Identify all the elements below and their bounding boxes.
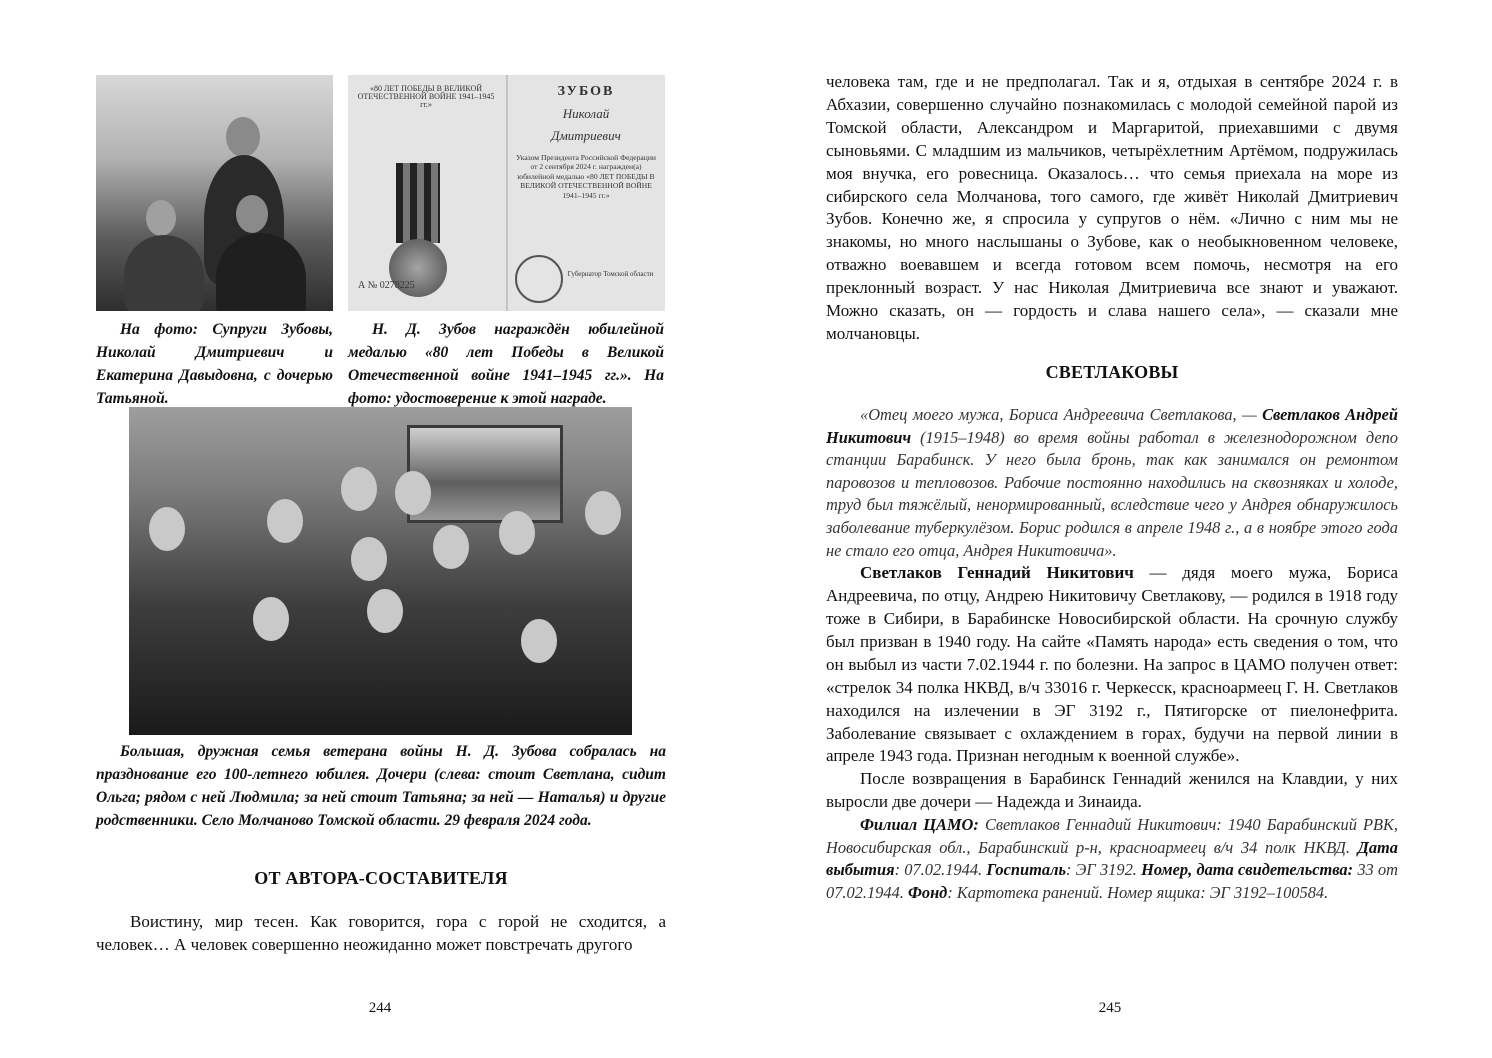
certificate-patronymic: Дмитриевич (551, 128, 621, 143)
photo-medal-certificate (348, 75, 665, 311)
quote-rest: (1915–1948) во время войны работал в железнодорожном депо станции Барабинск. У него была бронь, так как занимался он ремонтом паровозов и тепловозов. Рабочие постоянно находились на сквозняках и холоде, труд был тяжёлый, ненормированный, вследствие чего у Андрея обнаружилось заболевание туберкулёзом. Борис родился в апреле 1948 г., а в ноябре этого года не стало его отца, Андрея Никитовича». (826, 427, 1398, 560)
figure-shape (216, 233, 306, 311)
wall-painting (407, 425, 563, 523)
archive-record (826, 814, 1398, 904)
caption-photo-1: На фото: Супруги Зубовы, Николай Дмитриевич и Екатерина Давыдовна, с дочерью Татьяной. (96, 321, 333, 407)
archive-text: : 07.02.1944. (894, 860, 987, 880)
face-shape (341, 467, 377, 511)
certificate-number: А № 0278225 (358, 280, 415, 291)
certificate-name: Николай (562, 106, 610, 121)
face-shape (226, 117, 260, 157)
archive-text: : ЭГ 3192. (1065, 860, 1142, 880)
archive-label: Номер, дата свидетельства: (1141, 860, 1354, 880)
archive-text: 33 от 07.02.1944. (826, 860, 1398, 902)
archive-label: Дата выбытия (826, 837, 1398, 880)
face-shape (149, 507, 185, 551)
face-shape (267, 499, 303, 543)
certificate-fold (506, 75, 508, 311)
face-shape (499, 511, 535, 555)
quote-paragraph (826, 404, 1398, 562)
family-paragraph: После возвращения в Барабинск Геннадий женился на Клавдии, у них выросли две дочери — Надежда и Зинаида. (826, 769, 1398, 812)
face-shape (433, 525, 469, 569)
gennady-name: Светлаков Геннадий Никитович (860, 563, 1134, 583)
continuation-paragraph: человека там, где и не предполагал. Так и я, отдыхая в сентябре 2024 г. в Абхазии, совершенно случайно познакомилась с молодой семейной парой из Томской области, Александром и Маргаритой, приехавшими с двумя сыновьями. С младшим из мальчиков, четырёхлетним Артёмом, подружилась моя внучка, его ровесница. Оказалось… что семья приехала на море из сибирского села Молчанова, того самого, где живёт Николай Дмитриевич Зубов. Конечно же, я спросила у супругов о нём. «Лично с ним мы не знакомы, но много наслышаны о Зубове, как о необыкновенном человеке, отважно воевавшем и всегда готовом всем помочь, несмотря на его преклонный возраст. У нас Николая Дмитриевича все знают и уважают. Можно сказать, он — гордость и слава нашего села», — сказали мне молчановцы. (826, 72, 1398, 343)
face-shape (146, 200, 176, 236)
quote-name: Светлаков Андрей Никитович (826, 405, 1398, 447)
page-number-right: 245 (1098, 1000, 1122, 1016)
seal-icon (515, 255, 563, 303)
photo-family-jubilee (129, 407, 632, 735)
certificate-body: Указом Президента Российской Федерации от 2 сентября 2024 г. награжден(а) юбилейной медалью «80 ЛЕТ ПОБЕДЫ В ВЕЛИКОЙ ОТЕЧЕСТВЕННОЙ ВОЙНЕ 1941–1945 гг.» (516, 153, 656, 200)
certificate-surname: ЗУБОВ (557, 84, 615, 99)
gennady-paragraph (826, 562, 1398, 768)
face-shape (367, 589, 403, 633)
archive-text: Светлаков Геннадий Никитович: 1940 Барабинский РВК, Новосибирская обл., Барабинский р-н, красноармеец в/ч 34 полк НКВД. (826, 815, 1398, 857)
archive-label: Фонд (907, 882, 948, 902)
caption-photo-3: Большая, дружная семья ветерана войны Н. Д. Зубова собралась на празднование его 100-летнего юбилея. Дочери (слева: стоит Светлана, сидит Ольга; рядом с ней Людмила; за ней стоит Татьяна; за ней — Наталья) и другие родственники. Село Молчаново Томской области. 29 февраля 2024 года. (96, 743, 666, 829)
face-shape (521, 619, 557, 663)
author-paragraph: Воистину, мир тесен. Как говорится, гора с горой не сходится, а человек… А человек совершенно неожиданно может повстречать другого (96, 912, 666, 954)
page-number-left: 244 (368, 1000, 392, 1016)
archive-text: : Картотека ранений. Номер ящика: ЭГ 3192–100584. (947, 882, 1329, 902)
certificate-left-title: «80 ЛЕТ ПОБЕДЫ В ВЕЛИКОЙ ОТЕЧЕСТВЕННОЙ ВОЙНЕ 1941–1945 гг.» (357, 84, 495, 109)
face-shape (585, 491, 621, 535)
face-shape (395, 471, 431, 515)
section-heading-svetlakovy: СВЕТЛАКОВЫ (1045, 362, 1179, 382)
figure-shape (124, 235, 204, 311)
photo-zubov-couple (96, 75, 333, 311)
svetlakovy-section (826, 404, 1398, 905)
medal-ribbon (396, 163, 440, 243)
caption-photo-2: Н. Д. Зубов награждён юбилейной медалью «80 лет Победы в Великой Отечественной войне 1941–1945 гг.». На фото: удостоверение к этой награде. (348, 321, 664, 407)
face-shape (351, 537, 387, 581)
archive-label: Госпиталь (986, 860, 1066, 880)
gennady-text: — дядя моего мужа, Бориса Андреевича, по отцу, Андрею Никитовичу Светлакову, — родился в 1918 году тоже в Сибири, в Барабинске Новосибирской области. На срочную службу был призван в 1940 году. На сайте «Память народа» есть сведения о том, что он выбыл из части 7.02.1944 г. по болезни. На запрос в ЦАМО получен ответ: «стрелок 34 полка НКВД, в/ч 33016 г. Черкесск, красноармеец Г. Н. Светлаков находился на излечении в ЭГ 3192 г., Пятигорске от пиелонефрита. Заболевание связывает с охлаждением в горах, будучи на первой линии в апреле 1943 года. Признан негодным к военной службе». (826, 563, 1398, 766)
face-shape (236, 195, 268, 233)
archive-label: Филиал ЦАМО: (860, 815, 979, 835)
certificate-issuer: Губернатор Томской области (567, 270, 654, 278)
section-heading-author: ОТ АВТОРА-СОСТАВИТЕЛЯ (254, 868, 508, 888)
face-shape (253, 597, 289, 641)
quote-lead: «Отец моего мужа, Бориса Андреевича Светлакова, — (860, 405, 1263, 424)
